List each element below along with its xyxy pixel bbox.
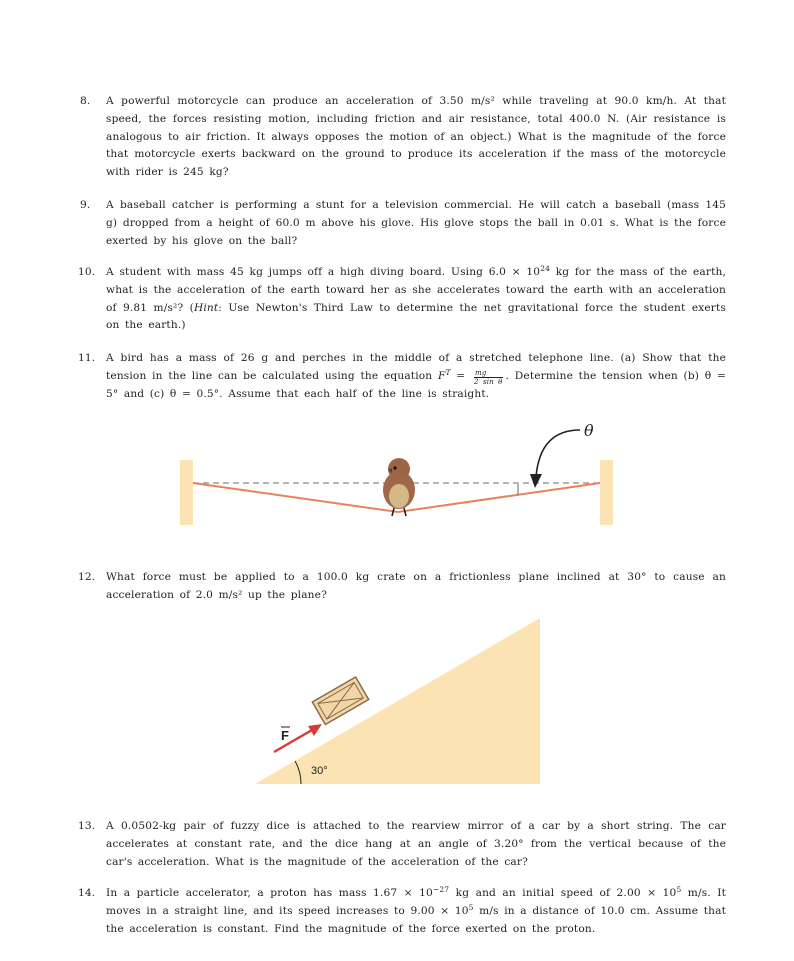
force-arrow [274,730,312,752]
bird-on-wire-figure [170,415,620,525]
theta-label: θ [584,421,594,440]
crate [312,677,368,725]
problem-text: What force must be applied to a 100.0 kg crate on a frictionless plane inclined at 30° to cause an acceleration of 2.0 m/s² up the plane? [106,571,726,601]
equation-lhs: F [437,369,446,382]
problem-text: A baseball catcher is performing a stunt for a television commercial. He will catch a baseball (mass 145 g) dropped from a height of 60.0 m above his glove. His glove stops the ball in 0.01 s. What is the force exerted by his glove on the ball? [106,199,726,247]
problem-13 [78,818,726,871]
problem-8 [80,93,726,182]
angle-arrowhead [530,474,542,488]
tension-fraction: $\frac{mg}{\text{2 sin θ}}$ [474,368,503,386]
problem-number: 12. [78,571,96,583]
angle-pointer-arrow [536,430,580,477]
problem-number: 8. [80,95,91,107]
force-label: F [281,728,289,743]
incline [255,618,540,784]
problem-text: In a particle accelerator, a proton has mass $1.67 \times 10^{-27}$ kg and an initial speed of $2.00 \times 10^5$ m/s. It moves in a straight line, and its speed increases to $9.00 \times 10^5$ m/s in a distance of 10.0 cm. Assume that the acceleration is constant. Find the magnitude of the force exerted on the proton. [106,885,727,935]
problem-number: 13. [78,820,96,832]
problem-number: 11. [78,352,96,364]
problem-number: 10. [78,266,96,278]
inclined-plane-figure [250,612,550,790]
problem-text: A 0.0502-kg pair of fuzzy dice is attached to the rearview mirror of a car by a short string. The car accelerates at constant rate, and the dice hang at an angle of 3.20° from the vertical because of the car's acceleration. What is the magnitude of the acceleration of the car? [106,820,726,868]
problem-11 [78,350,726,404]
problem-9 [80,197,726,250]
angle-label: 30° [311,765,328,777]
problem-text: A powerful motorcycle can produce an acceleration of 3.50 m/s² while traveling at 90.0 km/h. At that speed, the forces resisting motion, including friction and air resistance, total 400.0 N. (Air resistance is analogous to air friction. It always opposes the motion of an object.) What is the magnitude of the force that motorcycle exerts backward on the ground to produce its acceleration if the mass of the motorcycle with rider is 245 kg? [106,95,726,179]
problem-10 [78,264,727,335]
left-pole [180,460,193,525]
problem-14 [78,885,727,938]
problem-text: A bird has a mass of 26 g and perches in the middle of a stretched telephone line. (a) Show that the tension in the line can be calculated using the equation $F^T$ = $\frac{mg}{\text{2 sin θ}}$ . Determine the tension when (b) θ = 5° and (c) θ = 0.5°. Assume that each half of the line is straight. [106,352,726,400]
problem-number: 9. [80,199,91,211]
problem-12 [78,569,726,605]
right-pole [600,460,613,525]
problem-text: A student with mass 45 kg jumps off a high diving board. Using $6.0 \times 10^{24}$ kg for the mass of the earth, what is the acceleration of the earth toward her as she accelerates toward the earth with an acceleration of 9.81 m/s²? (Hint: Use Newton's Third Law to determine the net gravitational force the student exerts on the earth.) [106,264,727,332]
problem-number: 14. [78,887,96,899]
bird-icon [383,458,415,516]
